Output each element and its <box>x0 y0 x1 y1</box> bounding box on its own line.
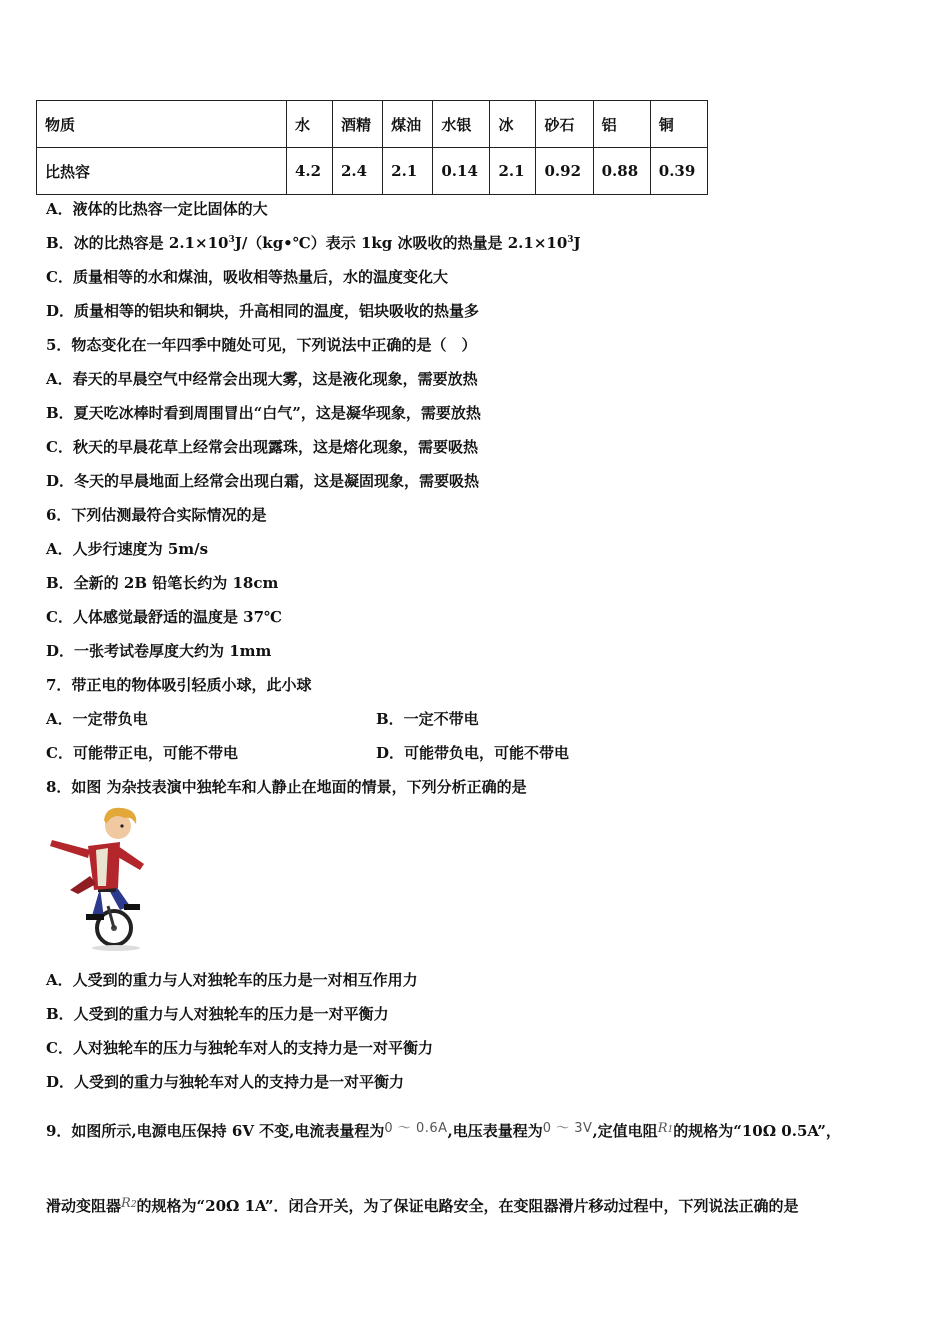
q9-text: 9．如图所示,电源电压保持 6V 不变,电流表量程为 <box>46 1122 385 1140</box>
resistor-r2-symbol <box>121 1196 137 1211</box>
symbol-letter: R <box>121 1196 131 1211</box>
q4-option-b-text: J <box>573 234 581 252</box>
table-cell: 比热容 <box>37 148 287 195</box>
q9-text: ,电压表量程为 <box>447 1122 543 1140</box>
q6-option-c: C．人体感觉最舒适的温度是 37℃ <box>46 608 283 626</box>
table-cell: 水银 <box>433 101 490 148</box>
table-cell: 0.14 <box>433 148 490 195</box>
symbol-subscript: 1 <box>667 1125 674 1135</box>
q6-stem: 6．下列估测最符合实际情况的是 <box>46 506 267 524</box>
resistor-r1-symbol <box>658 1121 674 1136</box>
q5-option-a: A．春天的早晨空气中经常会出现大雾，这是液化现象，需要放热 <box>46 370 478 388</box>
q6-option-a: A．人步行速度为 5m/s <box>46 540 209 558</box>
q7-option-b: B．一定不带电 <box>376 710 479 728</box>
table-cell: 煤油 <box>383 101 433 148</box>
q4-option-a: A．液体的比热容一定比固体的大 <box>46 200 268 218</box>
unicycle-performer-figure <box>48 806 150 952</box>
table-cell: 0.88 <box>593 148 650 195</box>
q8-option-d: D．人受到的重力与独轮车对人的支持力是一对平衡力 <box>46 1073 405 1091</box>
q9-text: ,定值电阻 <box>592 1122 658 1140</box>
q7-stem: 7．带正电的物体吸引轻质小球，此小球 <box>46 676 312 694</box>
table-cell: 2.1 <box>383 148 433 195</box>
q5-option-d: D．冬天的早晨地面上经常会出现白霜，这是凝固现象，需要吸热 <box>46 472 480 490</box>
q7-option-a: A．一定带负电 <box>46 710 148 728</box>
table-cell: 4.2 <box>287 148 333 195</box>
q4-option-b-text: B．冰的比热容是 2.1×10 <box>46 234 229 252</box>
q9-stem-line-2 <box>46 1194 799 1216</box>
q4-option-d: D．质量相等的铝块和铜块，升高相同的温度，铝块吸收的热量多 <box>46 302 480 320</box>
q9-text: 的规格为“20Ω 1A”．闭合开关，为了保证电路安全，在变阻器滑片移动过程中，下列说法正确的是 <box>136 1197 799 1215</box>
table-cell: 冰 <box>490 101 536 148</box>
table-cell: 铝 <box>593 101 650 148</box>
table-cell: 水 <box>287 101 333 148</box>
q9-stem-line-1 <box>46 1119 841 1141</box>
voltmeter-range-formula: 0 ～ 3V <box>542 1121 593 1136</box>
q4-option-b <box>46 233 581 253</box>
table-cell: 0.39 <box>650 148 707 195</box>
q9-text: 的规格为“10Ω 0.5A”， <box>673 1122 841 1140</box>
table-cell: 物质 <box>37 101 287 148</box>
ammeter-range-formula: 0 ～ 0.6A <box>384 1121 448 1136</box>
q5-stem: 5．物态变化在一年四季中随处可见，下列说法中正确的是（ ） <box>46 336 477 354</box>
q4-option-b-text: J/（kg•℃）表示 1kg 冰吸收的热量是 2.1×10 <box>234 234 568 252</box>
table-cell: 2.1 <box>490 148 536 195</box>
table-cell: 0.92 <box>536 148 593 195</box>
q8-option-a: A．人受到的重力与人对独轮车的压力是一对相互作用力 <box>46 971 418 989</box>
symbol-letter: R <box>657 1121 668 1136</box>
table-cell: 铜 <box>650 101 707 148</box>
table-cell: 2.4 <box>333 148 383 195</box>
table-row <box>37 148 708 195</box>
q8-option-b: B．人受到的重力与人对独轮车的压力是一对平衡力 <box>46 1005 389 1023</box>
exponent: 3 <box>228 235 235 245</box>
table-cell: 砂石 <box>536 101 593 148</box>
q8-option-c: C．人对独轮车的压力与独轮车对人的支持力是一对平衡力 <box>46 1039 433 1057</box>
specific-heat-table <box>36 100 708 195</box>
table-cell: 酒精 <box>333 101 383 148</box>
q6-option-b: B．全新的 2B 铅笔长约为 18cm <box>46 574 279 592</box>
q5-option-b: B．夏天吃冰棒时看到周围冒出“白气”，这是凝华现象，需要放热 <box>46 404 481 422</box>
q5-option-c: C．秋天的早晨花草上经常会出现露珠，这是熔化现象，需要吸热 <box>46 438 478 456</box>
q7-option-d: D．可能带负电，可能不带电 <box>376 744 570 762</box>
exponent: 3 <box>567 235 574 245</box>
q8-stem: 8．如图 为杂技表演中独轮车和人静止在地面的情景，下列分析正确的是 <box>46 778 527 796</box>
q9-text: 滑动变阻器 <box>46 1197 122 1215</box>
q7-option-c: C．可能带正电，可能不带电 <box>46 744 238 762</box>
q6-option-d: D．一张考试卷厚度大约为 1mm <box>46 642 272 660</box>
q4-option-c: C．质量相等的水和煤油，吸收相等热量后，水的温度变化大 <box>46 268 448 286</box>
table-header-row <box>37 101 708 148</box>
symbol-subscript: 2 <box>130 1200 137 1210</box>
